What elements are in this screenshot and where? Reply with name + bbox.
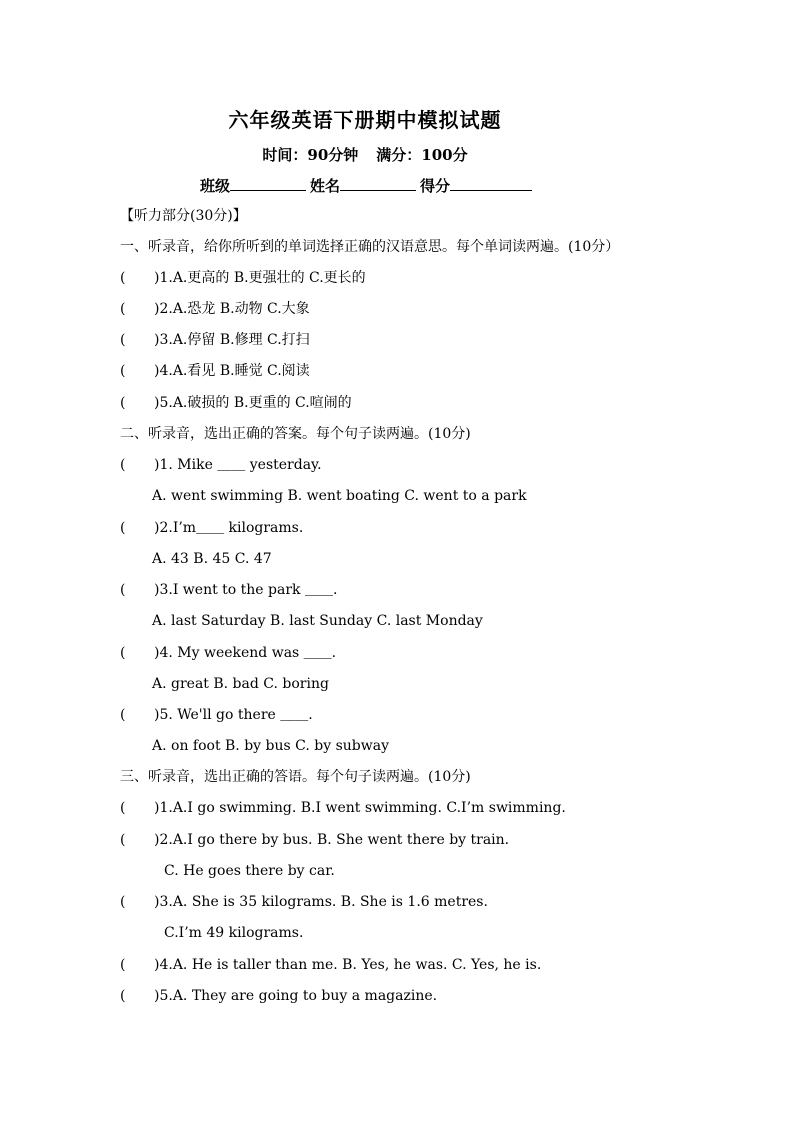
answer-paren[interactable]: ( — [120, 957, 126, 973]
student-info-row — [200, 175, 536, 196]
question-text: )1. Mike ＿＿ yesterday. — [154, 457, 322, 473]
question-text: )2.A.恐龙 B.动物 C.大象 — [154, 301, 310, 317]
part2-options-2: A. 43 B. 45 C. 47 — [152, 551, 272, 567]
question-text: )2.A.I go there by bus. B. She went there by train. — [154, 832, 510, 848]
part1-question-2 — [120, 299, 310, 319]
part1-question-5 — [120, 393, 352, 413]
answer-paren[interactable]: ( — [120, 301, 126, 317]
part1-question-3 — [120, 330, 310, 350]
part1-heading: 一、听录音，给你所听到的单词选择正确的汉语意思。每个单词读两遍。(10分） — [120, 239, 620, 255]
score-label: 得分 — [420, 177, 451, 195]
part2-options-1: A. went swimming B. went boating C. went to a park — [152, 488, 527, 504]
part2-question-2 — [120, 518, 303, 538]
part2-question-5 — [120, 705, 313, 725]
part2-question-3 — [120, 580, 337, 600]
part3-question-1 — [120, 798, 566, 818]
question-text: )4.A.看见 B.睡觉 C.阅读 — [154, 363, 310, 379]
part3-question-3 — [120, 892, 488, 912]
name-label: 姓名 — [310, 177, 341, 195]
part2-options-4: A. great B. bad C. boring — [152, 676, 329, 692]
time-info: 时间：90分钟 — [262, 146, 359, 164]
score-blank[interactable] — [450, 176, 532, 191]
exam-meta — [0, 144, 730, 165]
part3-question-5 — [120, 986, 437, 1006]
question-text: )3.A.停留 B.修理 C.打扫 — [154, 332, 310, 348]
answer-paren[interactable]: ( — [120, 832, 126, 848]
answer-paren[interactable]: ( — [120, 707, 126, 723]
part3-question-2-cont: C. He goes there by car. — [164, 863, 335, 879]
part2-options-3: A. last Saturday B. last Sunday C. last Monday — [152, 613, 483, 629]
answer-paren[interactable]: ( — [120, 988, 126, 1004]
question-text: )1.A.I go swimming. B.I went swimming. C.I’m swimming. — [154, 800, 566, 816]
question-text: )4.A. He is taller than me. B. Yes, he was. C. Yes, he is. — [154, 957, 542, 973]
question-text: )5. We'll go there ＿＿. — [154, 707, 313, 723]
answer-paren[interactable]: ( — [120, 645, 126, 661]
part3-question-4 — [120, 955, 541, 975]
part1-question-1 — [120, 268, 366, 288]
answer-paren[interactable]: ( — [120, 894, 126, 910]
part2-options-5: A. on foot B. by bus C. by subway — [152, 738, 389, 754]
class-label: 班级 — [200, 177, 231, 195]
part2-question-4 — [120, 643, 336, 663]
part3-heading: 三、听录音，选出正确的答语。每个句子读两遍。(10分) — [120, 769, 471, 785]
answer-paren[interactable]: ( — [120, 582, 126, 598]
part1-question-4 — [120, 361, 310, 381]
name-blank[interactable] — [340, 176, 416, 191]
question-text: )5.A.破损的 B.更重的 C.喧闹的 — [154, 395, 352, 411]
answer-paren[interactable]: ( — [120, 800, 126, 816]
answer-paren[interactable]: ( — [120, 395, 126, 411]
part3-question-3-cont: C.I’m 49 kilograms. — [164, 925, 304, 941]
page-title: 六年级英语下册期中模拟试题 — [228, 108, 502, 132]
score-info: 满分：100分 — [376, 146, 468, 164]
answer-paren[interactable]: ( — [120, 520, 126, 536]
question-text: )3.A. She is 35 kilograms. B. She is 1.6 metres. — [154, 894, 488, 910]
class-blank[interactable] — [230, 176, 306, 191]
question-text: )3.I went to the park ＿＿. — [154, 582, 338, 598]
answer-paren[interactable]: ( — [120, 270, 126, 286]
question-text: )2.I’m＿＿ kilograms. — [154, 520, 304, 536]
part2-question-1 — [120, 455, 322, 475]
section-header: 【听力部分(30分)】 — [120, 208, 247, 224]
answer-paren[interactable]: ( — [120, 457, 126, 473]
part2-heading: 二、听录音，选出正确的答案。每个句子读两遍。(10分) — [120, 426, 471, 442]
question-text: )1.A.更高的 B.更强壮的 C.更长的 — [154, 270, 366, 286]
part3-question-2 — [120, 830, 509, 850]
answer-paren[interactable]: ( — [120, 332, 126, 348]
answer-paren[interactable]: ( — [120, 363, 126, 379]
question-text: )4. My weekend was ＿＿. — [154, 645, 337, 661]
question-text: )5.A. They are going to buy a magazine. — [154, 988, 438, 1004]
